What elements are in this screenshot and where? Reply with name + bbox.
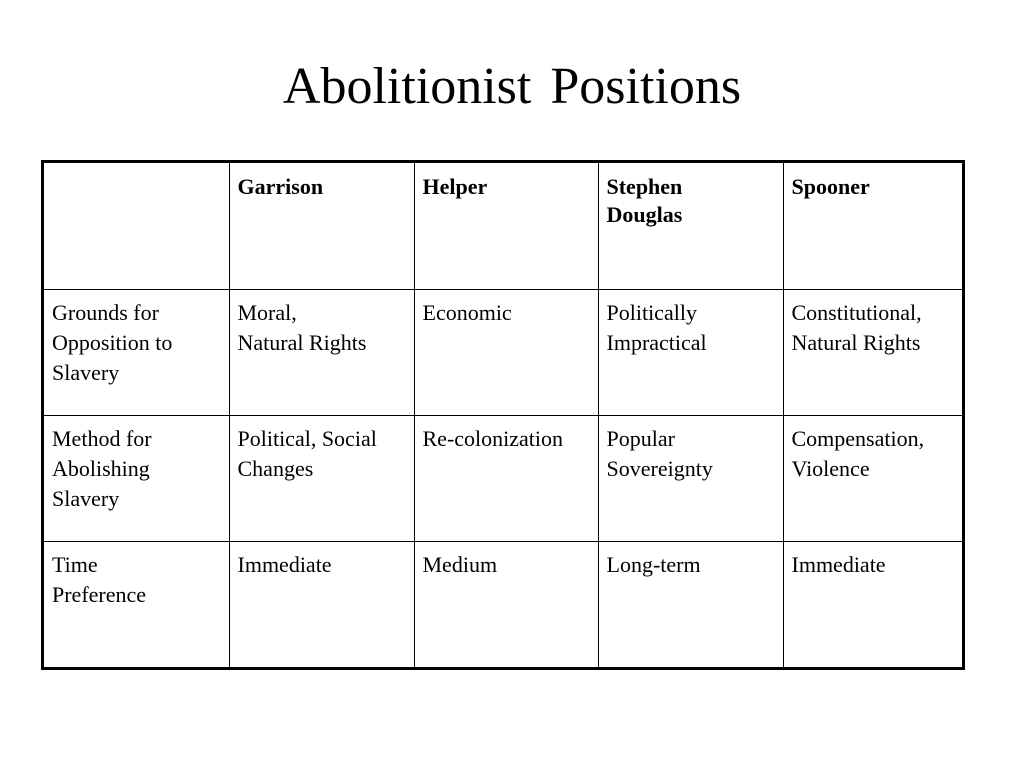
table-cell — [229, 415, 414, 541]
header-cell-garrison — [229, 163, 414, 289]
row-label-cell — [44, 415, 229, 541]
slide-title: Abolitionist Positions — [282, 58, 742, 115]
cell-text: Immediate — [237, 551, 332, 577]
column-header-label: Garrison — [237, 174, 324, 199]
cell-text: Immediate — [791, 551, 886, 577]
positions-table-frame — [41, 160, 965, 670]
table-cell — [229, 541, 414, 667]
table-cell — [783, 541, 962, 667]
header-cell-helper — [414, 163, 598, 289]
table-header-row — [44, 163, 962, 289]
row-label: Method for Abolishing Slavery — [52, 425, 152, 511]
cell-text: Economic — [422, 299, 512, 325]
cell-text: Re-colonization — [422, 425, 564, 451]
positions-table — [44, 163, 962, 667]
table-cell — [414, 289, 598, 415]
cell-text: Compensation, Violence — [791, 425, 925, 481]
cell-text: Political, Social Changes — [237, 425, 377, 481]
table-cell — [598, 541, 783, 667]
header-cell-stephen-douglas — [598, 163, 783, 289]
table-cell — [414, 541, 598, 667]
row-label: Time Preference — [52, 551, 147, 607]
row-label: Grounds for Opposition to Slavery — [52, 299, 173, 385]
cell-text: Medium — [422, 551, 498, 577]
column-header-label: Helper — [422, 174, 488, 199]
table-cell — [598, 415, 783, 541]
table-cell — [229, 289, 414, 415]
cell-text: Long-term — [606, 551, 701, 577]
cell-text: Politically Impractical — [606, 299, 707, 355]
table-row — [44, 415, 962, 541]
column-header-label: Stephen Douglas — [606, 174, 683, 227]
table-cell — [414, 415, 598, 541]
cell-text: Constitutional, Natural Rights — [791, 299, 922, 355]
table-cell — [598, 289, 783, 415]
table-cell — [783, 289, 962, 415]
row-label-cell — [44, 289, 229, 415]
table-row — [44, 289, 962, 415]
column-header-label: Spooner — [791, 174, 870, 199]
cell-text: Moral, Natural Rights — [237, 299, 367, 355]
cell-text: Popular Sovereignty — [606, 425, 713, 481]
table-cell — [783, 415, 962, 541]
header-corner-cell — [44, 163, 229, 289]
header-cell-spooner — [783, 163, 962, 289]
table-row — [44, 541, 962, 667]
row-label-cell — [44, 541, 229, 667]
